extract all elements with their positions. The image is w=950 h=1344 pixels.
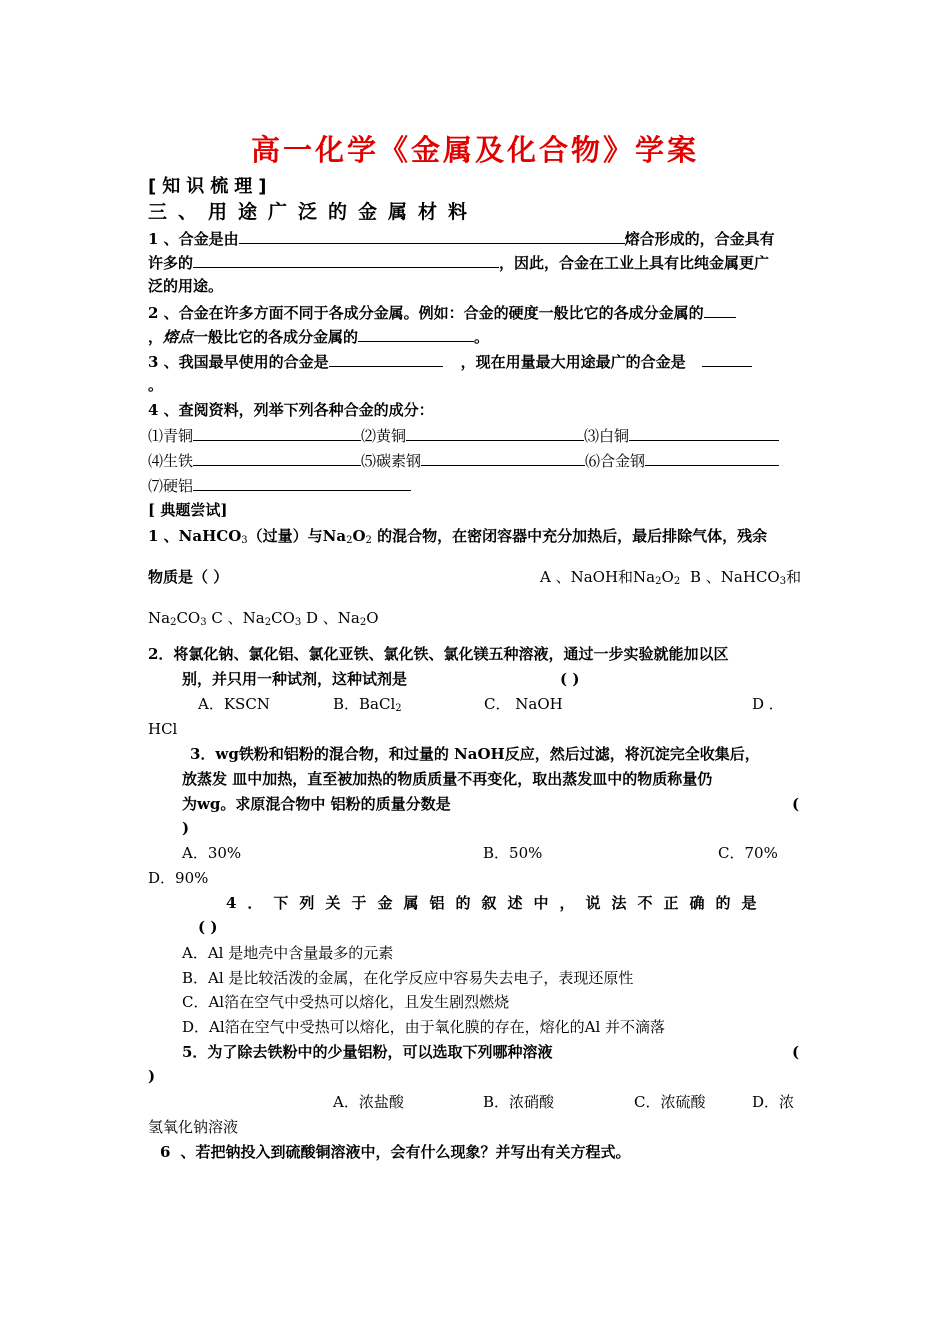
fill-blank[interactable] xyxy=(358,324,474,342)
p2-option-d: D ． xyxy=(752,695,784,713)
p3-line3: 为wg。求原混合物中 铝粉的质量分数是 xyxy=(182,795,451,813)
p5-line1: 5．为了除去铁粉中的少量铝粉，可以选取下列哪种溶液 xyxy=(182,1043,553,1061)
alloy-row-1: ⑴青铜 ⑵黄铜 ⑶白铜 xyxy=(148,423,803,448)
p4-option-d: D．Al箔在空气中受热可以熔化，由于氧化膜的存在，熔化的Al 并不滴落 xyxy=(182,1018,666,1036)
p2-option-d-cont: HCl xyxy=(148,720,178,738)
alloy-row-3: ⑺硬铝 xyxy=(148,473,803,498)
fill-blank[interactable] xyxy=(704,300,736,318)
fill-blank[interactable] xyxy=(629,423,779,441)
fill-blank[interactable] xyxy=(193,473,411,491)
p1-line3: $Na_2CO_3$ C 、$Na_2CO_3$ D 、$Na_2O$ xyxy=(148,609,379,628)
fill-blank[interactable] xyxy=(406,423,584,441)
fill-blank[interactable] xyxy=(193,250,499,268)
p3-answer-paren-close: ) xyxy=(182,819,190,837)
practice-header: [ 典题尝试] xyxy=(148,501,228,519)
p3-option-d: D．90% xyxy=(148,869,209,887)
p5-option-c: C．浓硫酸 xyxy=(634,1093,706,1111)
p3-option-a: A．30% xyxy=(182,844,242,862)
section-header: [知识梳理] xyxy=(148,176,273,197)
p1-line1: 1 、NaHCO$_3$（过量）与$Na_2O_2$ 的混合物，在密闭容器中充分加热后，最后排除气体，残余 xyxy=(148,527,768,546)
knowledge-q3-line2: 。 xyxy=(148,376,164,394)
p4-line1: 4．下列关于金属铝的叙述中，说法不正确的是 xyxy=(226,894,768,912)
knowledge-q1-line1: 1 、合金是由 熔合形成的，合金具有 xyxy=(148,226,803,251)
fill-blank[interactable] xyxy=(193,448,361,466)
section-title: 三、用途广泛的金属材料 xyxy=(148,201,479,223)
p1-line2: 物质是（ ） xyxy=(148,568,229,586)
knowledge-q1-line2: 许多的 ，因此，合金在工业上具有比纯金属更广 xyxy=(148,250,803,275)
p1-option-b: B 、NaHCO$_3$和 xyxy=(690,568,802,587)
p3-option-c: C．70% xyxy=(718,844,778,862)
p2-answer-paren: ( ) xyxy=(560,670,580,688)
p4-answer-paren: ( ) xyxy=(198,918,218,936)
p2-option-c: C． NaOH xyxy=(484,695,563,713)
knowledge-q3-line1: 3 、我国最早使用的合金是 ，现在用量最大用途最广的合金是 xyxy=(148,349,803,374)
knowledge-q1-line3: 泛的用途。 xyxy=(148,277,224,295)
fill-blank[interactable] xyxy=(645,448,779,466)
knowledge-q2-line2: ，熔点一般比它的各成分金属的 。 xyxy=(148,324,803,349)
knowledge-q4: 4 、查阅资料，列举下列各种合金的成分： xyxy=(148,401,434,419)
p5-option-a: A．浓盐酸 xyxy=(333,1093,404,1111)
p4-option-c: C．Al箔在空气中受热可以熔化，且发生剧烈燃烧 xyxy=(182,993,510,1011)
p4-option-b: B．Al 是比较活泼的金属，在化学反应中容易失去电子，表现还原性 xyxy=(182,969,634,987)
p3-option-b: B．50% xyxy=(483,844,543,862)
p2-line1: 2．将氯化钠、氯化铝、氯化亚铁、氯化铁、氯化镁五种溶液，通过一步实验就能加以区 xyxy=(148,645,729,663)
fill-blank[interactable] xyxy=(329,349,443,367)
fill-blank[interactable] xyxy=(421,448,585,466)
fill-blank[interactable] xyxy=(193,423,361,441)
p5-option-d-cont: 氢氧化钠溶液 xyxy=(148,1118,239,1136)
alloy-row-2: ⑷生铁 ⑸碳素钢 ⑹合金钢 xyxy=(148,448,803,473)
document-title: 高一化学《金属及化合物》学案 xyxy=(250,133,699,167)
p6-question: 6 、若把钠投入到硫酸铜溶液中，会有什么现象？并写出有关方程式。 xyxy=(160,1143,631,1161)
knowledge-q2-line1: 2 、合金在许多方面不同于各成分金属。例如：合金的硬度一般比它的各成分金属的 xyxy=(148,300,803,325)
p2-option-a: A．KSCN xyxy=(198,695,270,713)
p5-answer-paren-open: ( xyxy=(792,1043,800,1061)
p5-option-b: B．浓硝酸 xyxy=(483,1093,555,1111)
p5-option-d: D．浓 xyxy=(752,1093,795,1111)
fill-blank[interactable] xyxy=(702,349,752,367)
p5-answer-paren-close: ) xyxy=(148,1067,156,1085)
fill-blank[interactable] xyxy=(239,226,625,244)
p2-line2: 别，并只用一种试剂，这种试剂是 xyxy=(182,670,408,688)
p3-answer-paren-open: ( xyxy=(792,795,800,813)
p2-option-b: B．BaCl$_2$ xyxy=(333,695,402,714)
p1-option-a: A 、NaOH和$Na_2O_2$ xyxy=(540,568,681,587)
p3-line1: 3．wg铁粉和铝粉的混合物，和过量的 NaOH反应，然后过滤，将沉淀完全收集后， xyxy=(190,745,760,763)
p4-option-a: A．Al 是地壳中含量最多的元素 xyxy=(182,944,394,962)
p3-line2: 放蒸发 皿中加热，直至被加热的物质质量不再变化，取出蒸发皿中的物质称量仍 xyxy=(182,770,713,788)
